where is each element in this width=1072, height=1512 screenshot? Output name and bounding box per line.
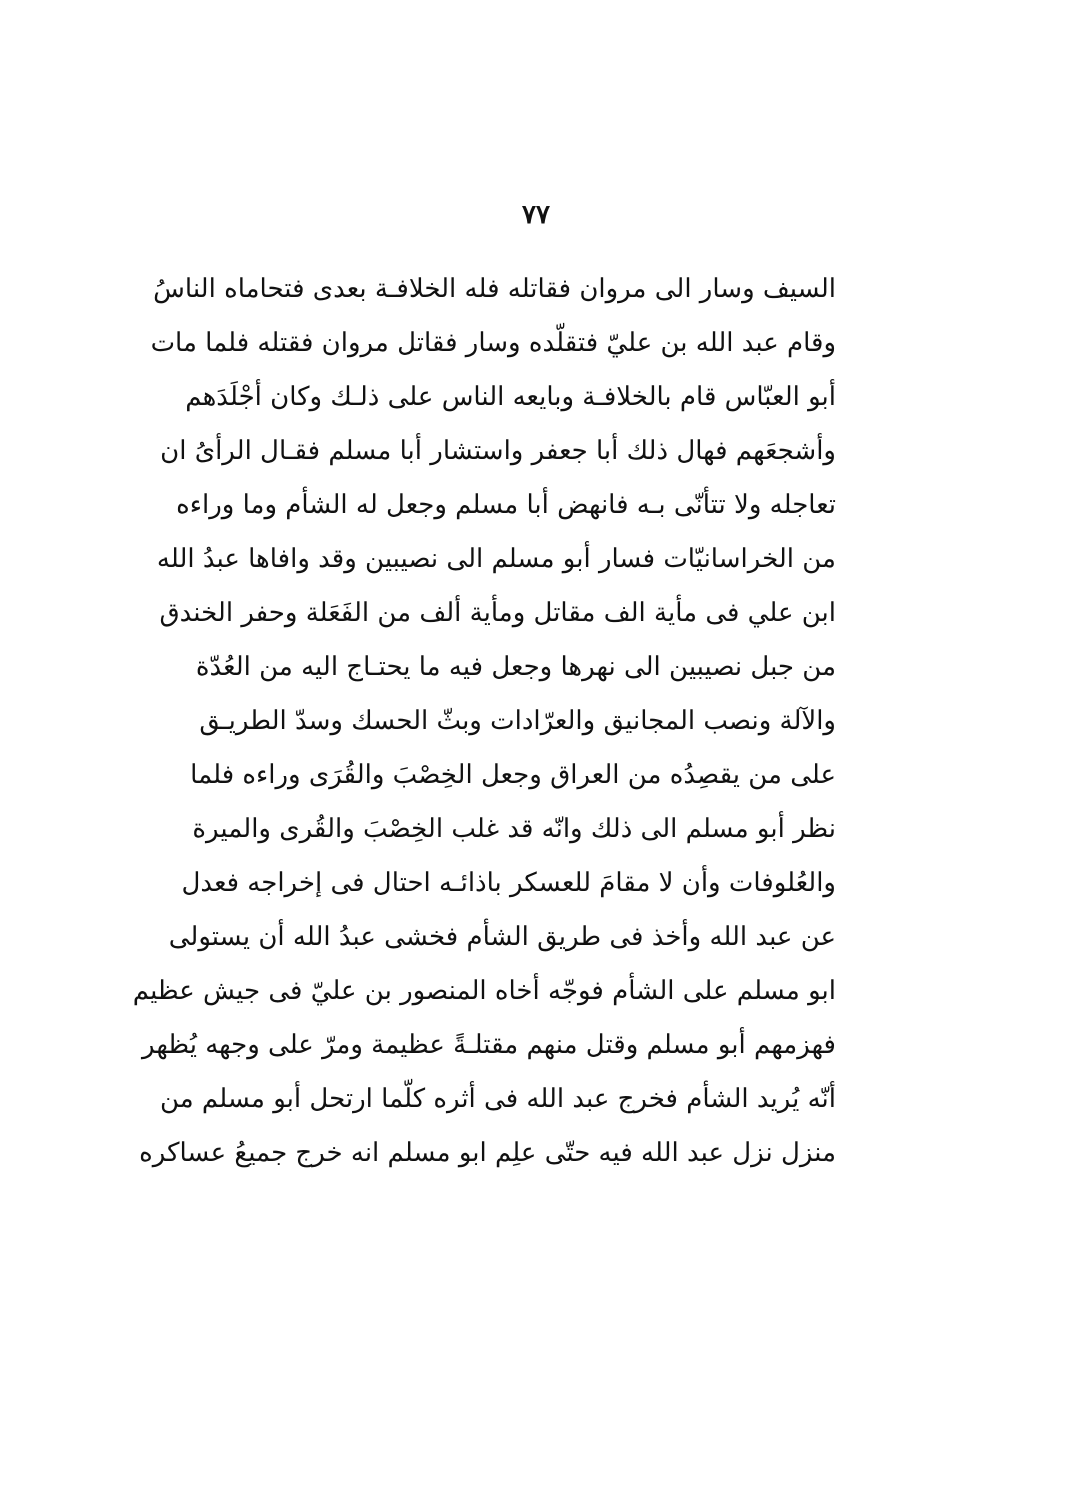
text-line: عن عبد الله وأخذ فى طريق الشأم فخشى عبدُ الله أن يستولى (168, 922, 836, 952)
text-line: فهزمهم أبو مسلم وقتل منهم مقتلـةً عظيمة ومرّ على وجهه يُظهر (142, 1030, 836, 1060)
text-line: من جبل نصيبين الى نهرها وجعل فيه ما يحتـاج اليه من العُدّة (195, 652, 836, 682)
text-line: السيف وسار الى مروان فقاتله فله الخلافـة بعدى فتحاماه الناسُ (153, 274, 836, 304)
text-line: تعاجله ولا تتأنّى بـه فانهض أبا مسلم وجعل له الشأم وما وراءه (176, 490, 836, 520)
body-text (132, 262, 836, 1180)
text-line: أنّه يُريد الشأم فخرج عبد الله فى أثره كلّما ارتحل أبو مسلم من (159, 1084, 836, 1114)
text-line: نظر أبو مسلم الى ذلك وانّه قد غلب الخِصْبَ والقُرى والميرة (192, 814, 836, 844)
text-line: من الخراسانيّات فسار أبو مسلم الى نصيبين وقد وافاها عبدُ الله (156, 544, 836, 574)
text-line: ابن علي فى مأية الف مقاتل ومأية ألف من الفَعَلة وحفر الخندق (159, 598, 836, 628)
text-line: منزل نزل عبد الله فيه حتّى علِم ابو مسلم انه خرج جميعُ عساكره (139, 1138, 836, 1168)
text-line: ابو مسلم على الشأم فوجّه أخاه المنصور بن عليّ فى جيش عظيم (132, 976, 836, 1006)
text-line: على من يقصِدُه من العراق وجعل الخِصْبَ والقُرَى وراءه فلما (190, 760, 836, 790)
text-line: والآلة ونصب المجانيق والعرّادات وبثّ الحسك وسدّ الطريـق (199, 706, 836, 736)
page-number: ٧٧ (522, 200, 550, 230)
text-line: وقام عبد الله بن عليّ فتقلّده وسار فقاتل مروان فقتله فلما مات (150, 328, 836, 358)
text-line: أبو العبّاس قام بالخلافـة وبايعه الناس على ذلـك وكان أجْلَدَهم (185, 382, 836, 412)
text-line: والعُلوفات وأن لا مقامَ للعسكر باذائـه احتال فى إخراجه فعدل (181, 868, 836, 898)
text-line: وأشجعَهم فهال ذلك أبا جعفر واستشار أبا مسلم فقـال الرأىُ ان (160, 436, 836, 466)
